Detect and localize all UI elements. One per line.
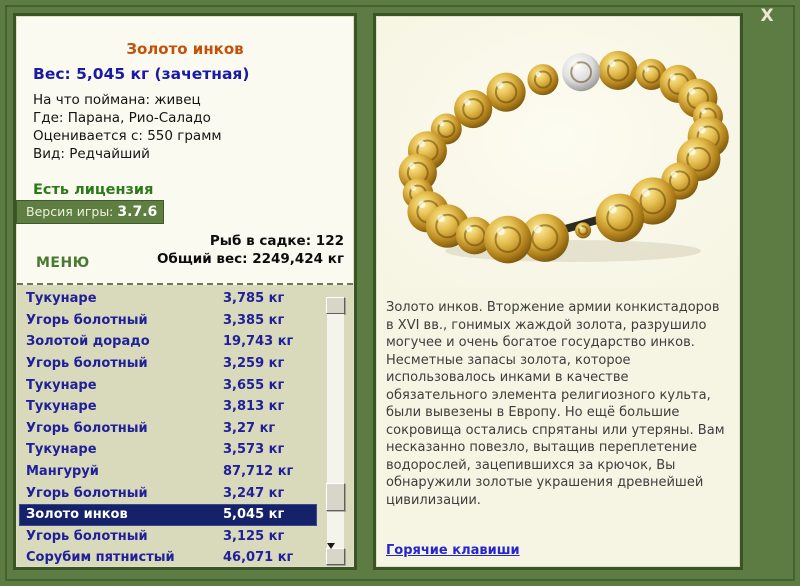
game-version-bar xyxy=(16,200,164,224)
fish-name: Угорь болотный xyxy=(26,356,148,372)
fish-weight: 19,743 кг xyxy=(223,334,294,350)
cage-total-weight: Общий вес: 2249,424 кг xyxy=(156,251,344,267)
fish-list-scrollbar xyxy=(326,297,345,565)
item-description: Золото инков. Вторжение армии конкистадоров в XVI вв., гонимых жаждой золота, разрушило могучее и очень богатое государство инков. Несметные запасы золота, которое использовалось инками в качестве обязательного элемента религиозного культа, были вывезены в Европу. Но ещё большие сокровища остались спрятаны или утеряны. Вам несказанно повезло, вытащив переплетение водорослей, зацепившихся за крючок, Вы обнаружили золотые украшения древнейшей цивилизации. xyxy=(386,300,725,508)
fish-weight: 3,247 кг xyxy=(223,485,285,501)
fish-row[interactable] xyxy=(19,353,317,375)
fish-row[interactable] xyxy=(19,418,317,440)
fish-name: Тукунаре xyxy=(26,377,97,393)
item-panel xyxy=(373,13,743,570)
cage-totals xyxy=(157,232,344,268)
arrow-down-icon xyxy=(327,543,335,568)
fish-weight: 3,259 кг xyxy=(223,356,285,372)
scrollbar-thumb[interactable] xyxy=(326,483,345,511)
fish-list xyxy=(17,285,353,566)
fish-row[interactable] xyxy=(19,288,317,310)
detail-rarity: Вид: Редчайший xyxy=(33,146,150,162)
fish-row[interactable] xyxy=(19,547,317,566)
fish-weight: 87,712 кг xyxy=(223,464,294,480)
hotkeys-link[interactable]: Горячие клавиши xyxy=(386,543,520,558)
fish-row[interactable] xyxy=(19,396,317,418)
scroll-up-button[interactable] xyxy=(326,297,345,314)
fish-row[interactable] xyxy=(19,461,317,483)
catch-info-section xyxy=(17,17,353,285)
fish-name: Тукунаре xyxy=(26,442,97,458)
scroll-down-button[interactable] xyxy=(326,548,345,565)
catch-info-panel xyxy=(13,13,357,570)
fish-name: Сорубим пятнистый xyxy=(26,550,175,566)
fish-row[interactable] xyxy=(19,482,317,504)
fish-row[interactable] xyxy=(19,310,317,332)
detail-location: Где: Парана, Рио-Саладо xyxy=(33,110,211,126)
catch-title: Золото инков xyxy=(126,40,244,58)
menu-button[interactable]: МЕНЮ xyxy=(36,255,90,271)
fish-row[interactable] xyxy=(19,504,317,526)
cage-count: Рыб в садке: 122 xyxy=(209,233,344,249)
scrollbar-track[interactable] xyxy=(327,314,344,548)
fish-weight: 3,813 кг xyxy=(223,399,285,415)
fish-name: Угорь болотный xyxy=(26,420,148,436)
license-status: Есть лицензия xyxy=(33,182,154,198)
gold-bracelet-image xyxy=(377,17,741,288)
item-photo xyxy=(377,17,739,288)
fish-weight: 3,27 кг xyxy=(223,420,276,436)
fish-weight: 3,385 кг xyxy=(223,312,285,328)
fish-name: Угорь болотный xyxy=(26,528,148,544)
close-button[interactable]: X xyxy=(760,6,774,26)
fish-name: Угорь болотный xyxy=(26,485,148,501)
fish-row[interactable] xyxy=(19,439,317,461)
version-label: Версия игры: xyxy=(26,204,114,219)
catch-weight: Вес: 5,045 кг (зачетная) xyxy=(33,65,250,83)
detail-min-weight: Оценивается с: 550 грамм xyxy=(33,128,222,144)
fish-weight: 5,045 кг xyxy=(223,507,285,523)
fish-name: Золотой дорадо xyxy=(26,334,150,350)
fish-row[interactable] xyxy=(19,331,317,353)
catch-details xyxy=(33,91,353,163)
fish-name: Мангуруй xyxy=(26,464,99,480)
version-value: 3.7.6 xyxy=(117,204,158,220)
fish-weight: 3,785 кг xyxy=(223,291,285,307)
fish-name: Тукунаре xyxy=(26,399,97,415)
fish-weight: 3,655 кг xyxy=(223,377,285,393)
fish-row[interactable] xyxy=(19,374,317,396)
fish-row[interactable] xyxy=(19,526,317,548)
fish-name: Тукунаре xyxy=(26,291,97,307)
detail-bait: На что поймана: живец xyxy=(33,92,201,108)
fish-weight: 3,125 кг xyxy=(223,528,285,544)
fish-name: Угорь болотный xyxy=(26,312,148,328)
fish-weight: 3,573 кг xyxy=(223,442,285,458)
fish-name: Золото инков xyxy=(26,507,128,523)
fish-weight: 46,071 кг xyxy=(223,550,294,566)
